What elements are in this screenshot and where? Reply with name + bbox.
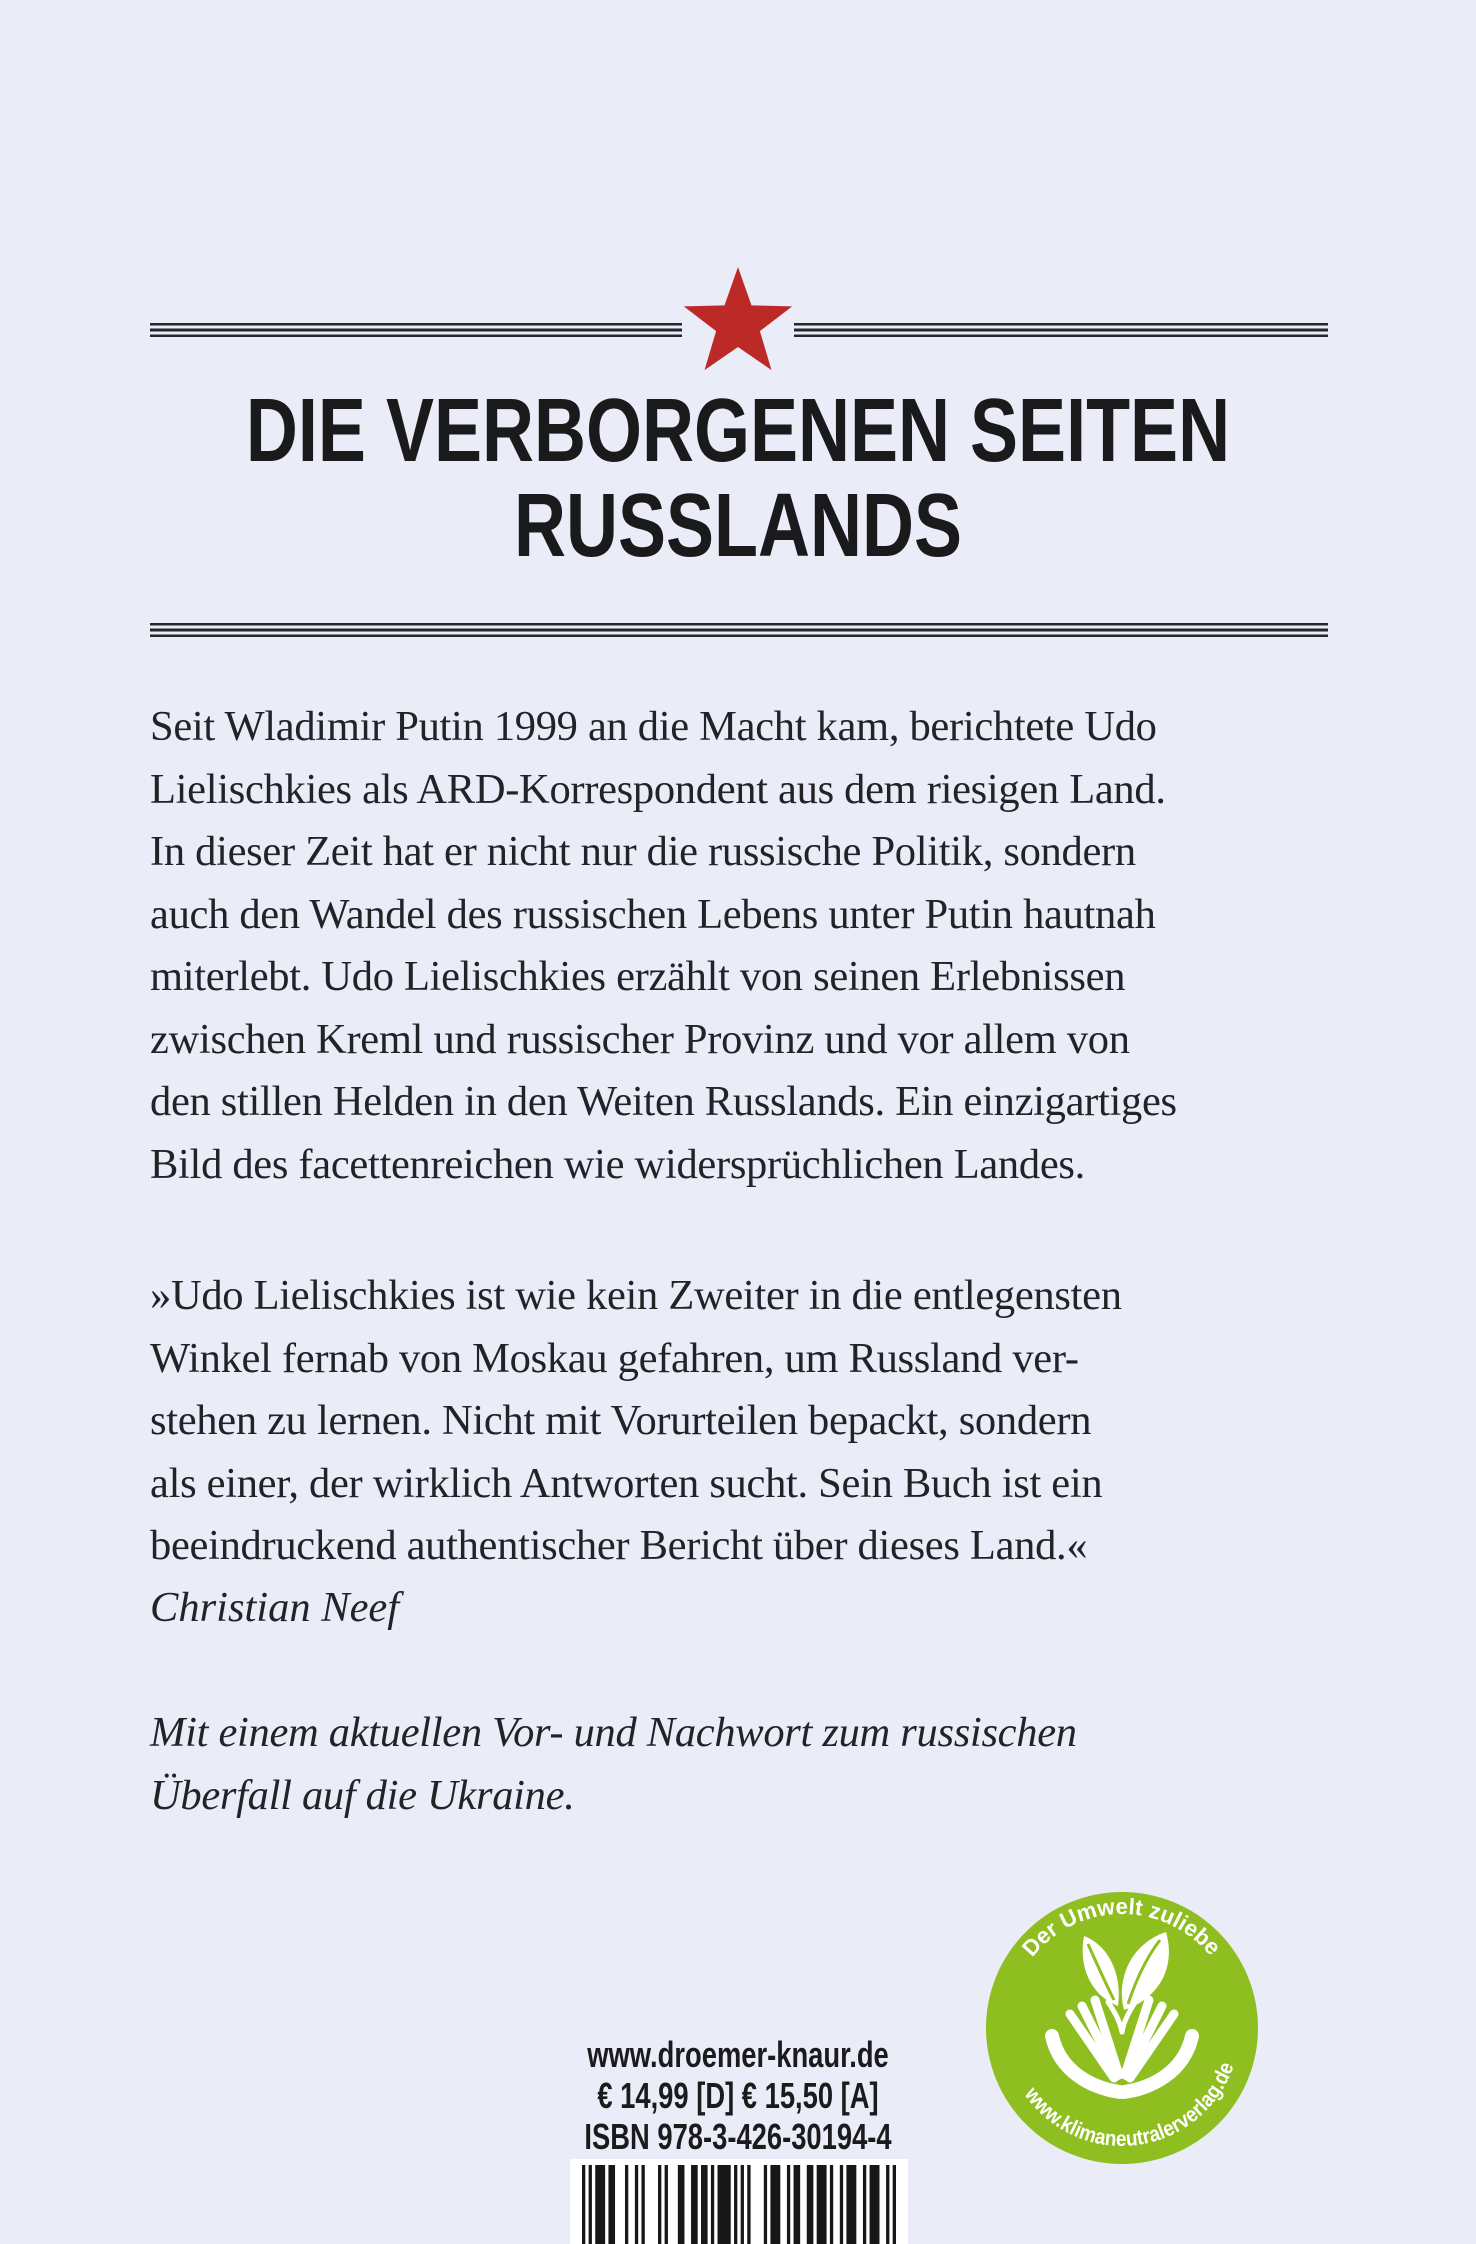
publisher-website: www.droemer-knaur.de <box>587 2034 889 2075</box>
title-line-1: DIE VERBORGENEN SEITEN <box>245 381 1231 481</box>
text-line: In dieser Zeit hat er nicht nur die russische Politik, sondern <box>150 828 1136 875</box>
text-line: beeindruckend authentischer Bericht über dieses Land.« <box>150 1522 1088 1569</box>
barcode <box>570 2159 908 2244</box>
text-line: auch den Wandel des russischen Lebens unter Putin hautnah <box>150 890 1156 938</box>
quote-attribution: Christian Neef <box>150 1584 400 1631</box>
text-line: Lielischkies als ARD-Korrespondent aus dem riesigen Land. <box>150 765 1166 813</box>
text-line: Überfall auf die Ukraine. <box>150 1771 575 1819</box>
mid-divider <box>150 623 1328 637</box>
page-title <box>0 381 1476 576</box>
text-line: Bild des facettenreichen wie widersprüchlichen Landes. <box>150 1140 1085 1188</box>
text-line: zwischen Kreml und russischer Provinz und vor allem von <box>150 1015 1130 1063</box>
text-line: »Udo Lielischkies ist wie kein Zweiter in die entlegensten <box>150 1272 1122 1319</box>
text-line: Seit Wladimir Putin 1999 an die Macht kam, berichtete Udo <box>150 703 1157 750</box>
text-line: miterlebt. Udo Lielischkies erzählt von seinen Erlebnissen <box>150 953 1126 1000</box>
price-line: € 14,99 [D] € 15,50 [A] <box>597 2075 879 2116</box>
top-divider-right <box>794 323 1328 337</box>
text-line: als einer, der wirklich Antworten sucht. Sein Buch ist ein <box>150 1459 1103 1507</box>
note-paragraph <box>150 1702 1340 1827</box>
title-line-2: RUSSLANDS <box>513 476 963 576</box>
climate-neutral-badge <box>982 1888 1262 2168</box>
quote-paragraph <box>150 1265 1340 1578</box>
text-line: stehen zu lernen. Nicht mit Vorurteilen bepackt, sondern <box>150 1397 1092 1444</box>
text-line: Mit einem aktuellen Vor- und Nachwort zum russischen <box>150 1709 1077 1756</box>
barcode-bars <box>570 2159 908 2244</box>
badge-bottom-text: www.klimaneutralerverlag.de <box>1020 2057 1240 2152</box>
text-line: den stillen Helden in den Weiten Russlands. Ein einzigartiges <box>150 1078 1177 1125</box>
red-star-icon <box>678 264 798 384</box>
badge-top-text: Der Umwelt zuliebe <box>1017 1894 1226 1962</box>
text-line: Winkel fernab von Moskau gefahren, um Russland ver- <box>150 1334 1079 1382</box>
isbn-line: ISBN 978-3-426-30194-4 <box>584 2116 892 2157</box>
description-paragraph <box>150 696 1340 1196</box>
top-divider-left <box>150 323 682 337</box>
